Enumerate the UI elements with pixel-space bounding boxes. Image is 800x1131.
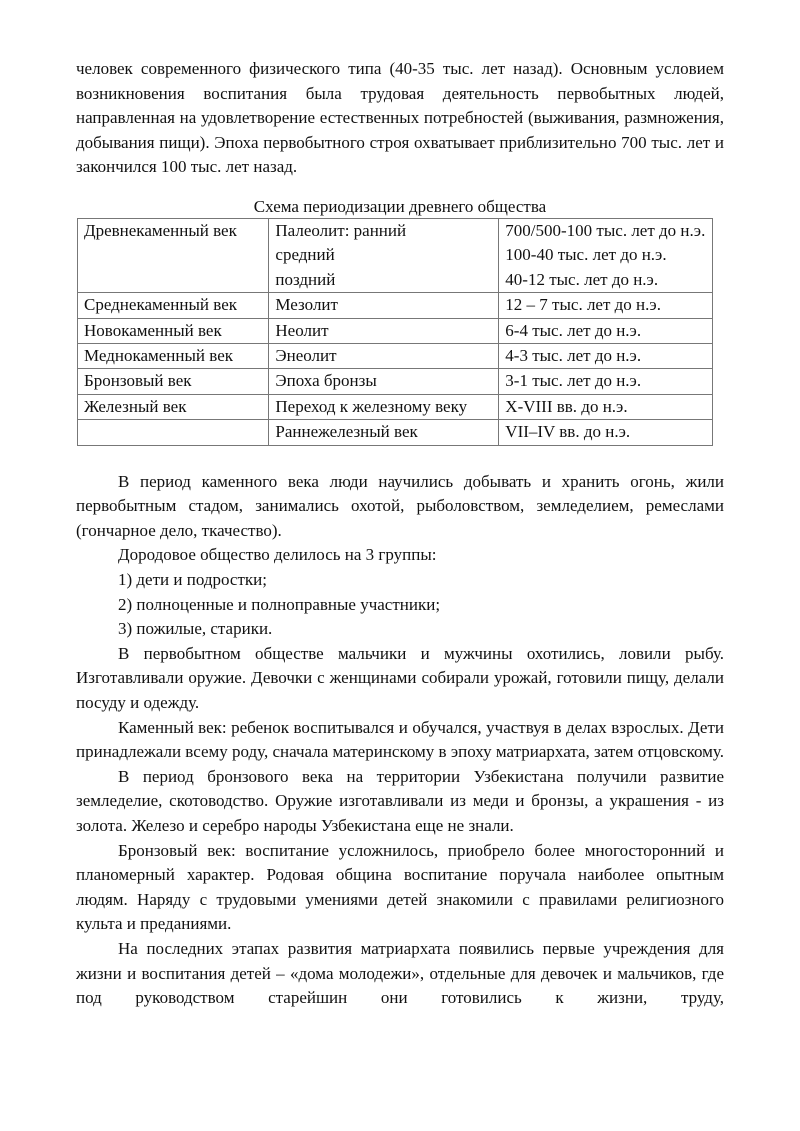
era-cell: Древнекаменный век <box>78 218 269 292</box>
era-cell: Новокаменный век <box>78 318 269 343</box>
period-cell: Эпоха бронзы <box>269 369 499 394</box>
period-line: Палеолит: ранний <box>275 220 407 240</box>
group-item: 3) пожилые, старики. <box>118 619 273 639</box>
bronze-education-paragraph: Бронзовый век: воспитание усложнилось, приобрело более многосторонний и планомерный характер. Родовая община воспитание поручала наиболее опытным людям. Наряду с трудовыми умениями детей знакомили с правилами религиозного культа и преданиями. <box>76 840 724 934</box>
period-cell: Энеолит <box>269 344 499 369</box>
table-row <box>78 293 713 318</box>
period-line: поздний <box>275 269 336 289</box>
dates-cell: 3-1 тыс. лет до н.э. <box>499 369 713 394</box>
bronze-uzbekistan-paragraph: В период бронзового века на территории Узбекистана получили развитие земледелие, скотоводство. Оружие изготавливали из меди и бронзы, а украшения - из золота. Железо и серебро народы Узбекистана еще не знали. <box>76 766 724 835</box>
dates-line: 40-12 тыс. лет до н.э. <box>505 269 659 289</box>
table-caption: Схема периодизации древнего общества <box>253 196 547 216</box>
table-row <box>78 394 713 419</box>
table-row <box>78 318 713 343</box>
roles-paragraph: В первобытном обществе мальчики и мужчины охотились, ловили рыбу. Изготавливали оружие. Девочки с женщинами собирали урожай, готовили пищу, делали посуду и одежду. <box>76 643 724 712</box>
dates-cell: VII–IV вв. до н.э. <box>499 420 713 445</box>
group-item: 2) полноценные и полноправные участники; <box>118 594 441 614</box>
table-row <box>78 369 713 394</box>
stone-age-paragraph: В период каменного века люди научились добывать и хранить огонь, жили первобытным стадом, занимались охотой, рыболовством, земледелием, ремеслами (гончарное дело, ткачество). <box>76 471 724 540</box>
table-row <box>78 420 713 445</box>
stone-age-child-paragraph: Каменный век: ребенок воспитывался и обучался, участвуя в делах взрослых. Дети принадлежали всему роду, сначала материнскому в эпоху матриархата, затем отцовскому. <box>76 717 724 762</box>
dates-cell: 12 – 7 тыс. лет до н.э. <box>499 293 713 318</box>
dates-cell <box>499 218 713 292</box>
dates-cell: 4-3 тыс. лет до н.э. <box>499 344 713 369</box>
dates-cell: 6-4 тыс. лет до н.э. <box>499 318 713 343</box>
period-line: средний <box>275 245 335 265</box>
period-cell <box>269 218 499 292</box>
era-cell: Железный век <box>78 394 269 419</box>
table-row <box>78 344 713 369</box>
dates-line: 700/500-100 тыс. лет до н.э. <box>505 220 706 240</box>
group-item: 1) дети и подростки; <box>118 570 267 589</box>
era-cell: Бронзовый век <box>78 369 269 394</box>
table-row <box>78 218 713 292</box>
dates-cell: X-VIII вв. до н.э. <box>499 394 713 419</box>
period-cell: Переход к железному веку <box>269 394 499 419</box>
period-cell: Мезолит <box>269 293 499 318</box>
era-cell <box>78 420 269 445</box>
dates-line: 100-40 тыс. лет до н.э. <box>505 245 667 265</box>
period-cell: Неолит <box>269 318 499 343</box>
matriarchy-paragraph: На последних этапах развития матриархата появились первые учреждения для жизни и воспитания детей – «дома молодежи», отдельные для девочек и мальчиков, где под руководством старейшин они готовились к жизни, труду, <box>76 938 724 1008</box>
period-cell: Раннежелезный век <box>269 420 499 445</box>
era-cell: Среднекаменный век <box>78 293 269 318</box>
intro-paragraph: человек современного физического типа (40-35 тыс. лет назад). Основным условием возникновения воспитания была трудовая деятельность первобытных людей, направленная на удовлетворение естественных потребностей (выживания, размножения, добывания пищи). Эпоха первобытного строя охватывает приблизительно 700 тыс. лет и закончился 100 тыс. лет назад. <box>76 59 724 177</box>
periodization-table <box>77 218 713 446</box>
era-cell: Меднокаменный век <box>78 344 269 369</box>
groups-intro: Дородовое общество делилось на 3 группы: <box>118 545 437 565</box>
